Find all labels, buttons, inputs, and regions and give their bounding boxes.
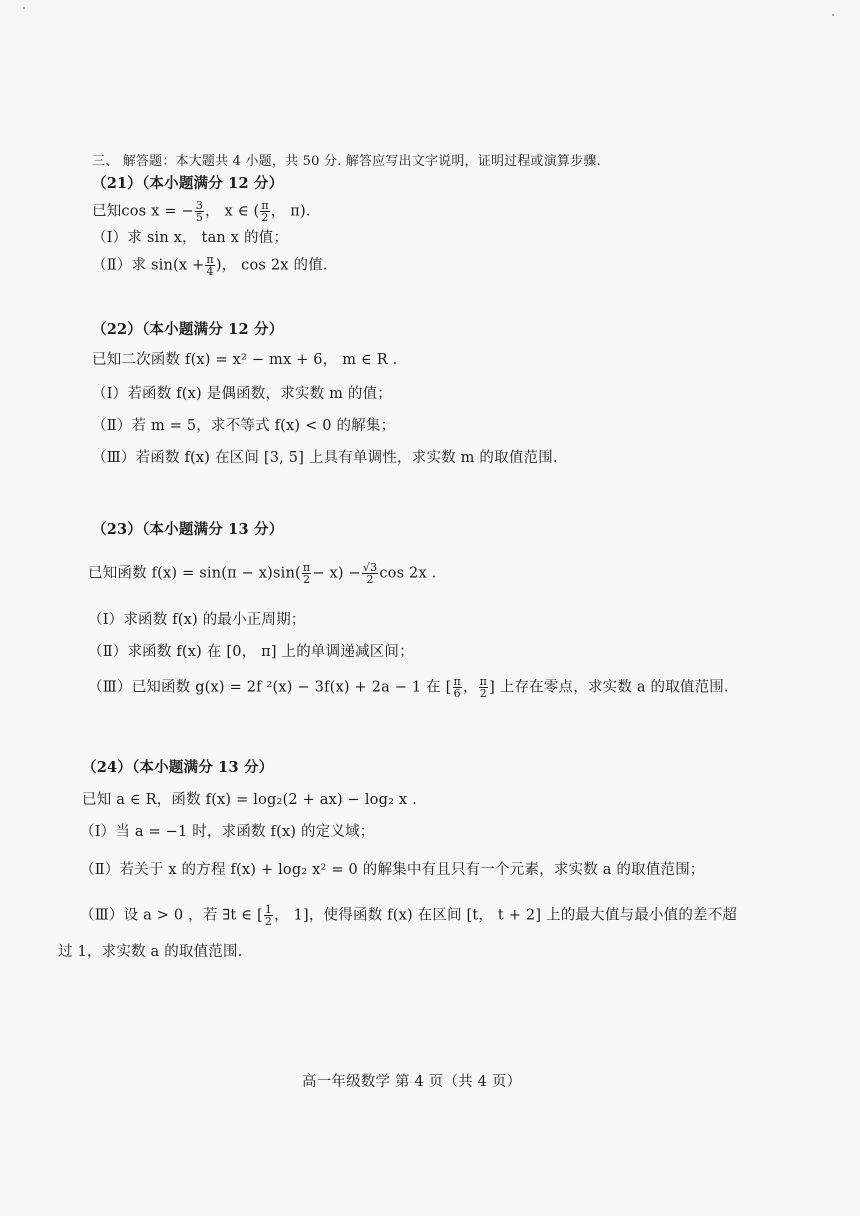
scan-speck (23, 7, 25, 9)
frac-num: π (261, 199, 269, 212)
frac-num: π (479, 675, 488, 688)
q24-part3-suffix: ， 1]，使得函数 f(x) 在区间 [t， t + 2] 上的最大值与最小值的差不超 (274, 907, 738, 924)
frac-den: 4 (206, 265, 214, 278)
q22-title: （22）（本小题满分 12 分） (92, 321, 284, 338)
q23-part2: （Ⅱ）求函数 f(x) 在 [0， π] 上的单调递减区间； (88, 644, 414, 660)
q24-part3-line2: 过 1，求实数 a 的取值范围. (58, 944, 243, 960)
section-header: 三、 解答题：本大题共 4 小题，共 50 分. 解答应写出文字说明，证明过程或演算步骤. (92, 154, 601, 169)
frac-den: 2 (261, 211, 269, 224)
q21-given (92, 200, 311, 223)
q22-part1: （Ⅰ）若函数 f(x) 是偶函数，求实数 m 的值； (92, 386, 392, 402)
q24-part2: （Ⅱ）若关于 x 的方程 f(x) + log₂ x² = 0 的解集中有且只有一个元素，求实数 a 的取值范围； (80, 862, 705, 878)
q23-given-prefix: 已知函数 f(x) = sin(π − x)sin( (88, 565, 301, 582)
q24-title: （24）（本小题满分 13 分） (82, 759, 274, 776)
q21-cos-lhs: cos x = − (121, 203, 194, 220)
q21-given-prefix: 已知 (92, 203, 122, 220)
q22-given: 已知二次函数 f(x) = x² − mx + 6， m ∈ R . (92, 352, 398, 368)
q23-frac-pi-2b (479, 676, 488, 699)
q22-part2: （Ⅱ）若 m = 5，求不等式 f(x) < 0 的解集； (92, 418, 396, 434)
q23-part3-prefix: （Ⅲ）已知函数 g(x) = 2f ²(x) − 3f(x) + 2a − 1 在 [ (88, 679, 452, 696)
q21-mid: ， x ∈ ( (205, 203, 260, 220)
frac-den: 2 (479, 687, 487, 700)
q21-part2 (92, 254, 328, 277)
q24-frac-1-2 (264, 904, 273, 927)
q23-part3-suffix: ] 上存在零点，求实数 a 的取值范围. (489, 679, 729, 696)
q21-frac-pi-2 (260, 200, 269, 223)
q24-part1: （Ⅰ）当 a = −1 时，求函数 f(x) 的定义域； (80, 824, 375, 840)
q23-part1: （Ⅰ）求函数 f(x) 的最小正周期； (88, 612, 306, 628)
page-footer: 高一年级数学 第 4 页（共 4 页） (302, 1074, 522, 1090)
q23-frac-pi-2 (302, 562, 311, 585)
q21-part2-prefix: （Ⅱ）求 sin(x + (92, 257, 205, 274)
q21-frac-pi-4 (205, 254, 214, 277)
frac-den: 2 (303, 573, 311, 586)
frac-num: 3 (195, 199, 204, 212)
frac-den: 2 (366, 573, 374, 586)
q21-tail: ， π). (270, 203, 311, 220)
scan-speck (832, 14, 834, 16)
frac-num: π (302, 561, 311, 574)
q24-part3-prefix: （Ⅲ）设 a > 0 ，若 ∃t ∈ [ (80, 907, 263, 924)
q21-title: （21）（本小题满分 12 分） (92, 175, 284, 192)
frac-num: √3 (362, 561, 378, 574)
q21-part1: （Ⅰ）求 sin x， tan x 的值； (92, 230, 289, 246)
q23-given-suffix: cos 2x . (379, 565, 437, 582)
frac-num: π (453, 675, 461, 688)
frac-den: 2 (264, 915, 273, 928)
q21-frac-3-5 (195, 200, 204, 223)
q23-frac-sqrt3-2 (362, 562, 378, 585)
q23-given-mid: − x) − (312, 565, 361, 582)
q23-given (88, 562, 436, 585)
q24-part3 (80, 904, 737, 927)
q23-part3 (88, 676, 729, 699)
q23-title: （23）（本小题满分 13 分） (92, 521, 284, 538)
q23-frac-pi-6 (453, 676, 462, 699)
frac-num: π (206, 253, 214, 266)
frac-den: 5 (195, 211, 204, 224)
q23-part3-comma: ， (462, 679, 478, 696)
frac-den: 6 (453, 687, 461, 700)
q21-part2-suffix: )， cos 2x 的值. (215, 257, 328, 274)
q22-part3: （Ⅲ）若函数 f(x) 在区间 [3, 5] 上具有单调性，求实数 m 的取值范围. (92, 450, 558, 466)
frac-num: 1 (264, 903, 273, 916)
q24-given: 已知 a ∈ R，函数 f(x) = log₂(2 + ax) − log₂ x . (82, 792, 417, 808)
